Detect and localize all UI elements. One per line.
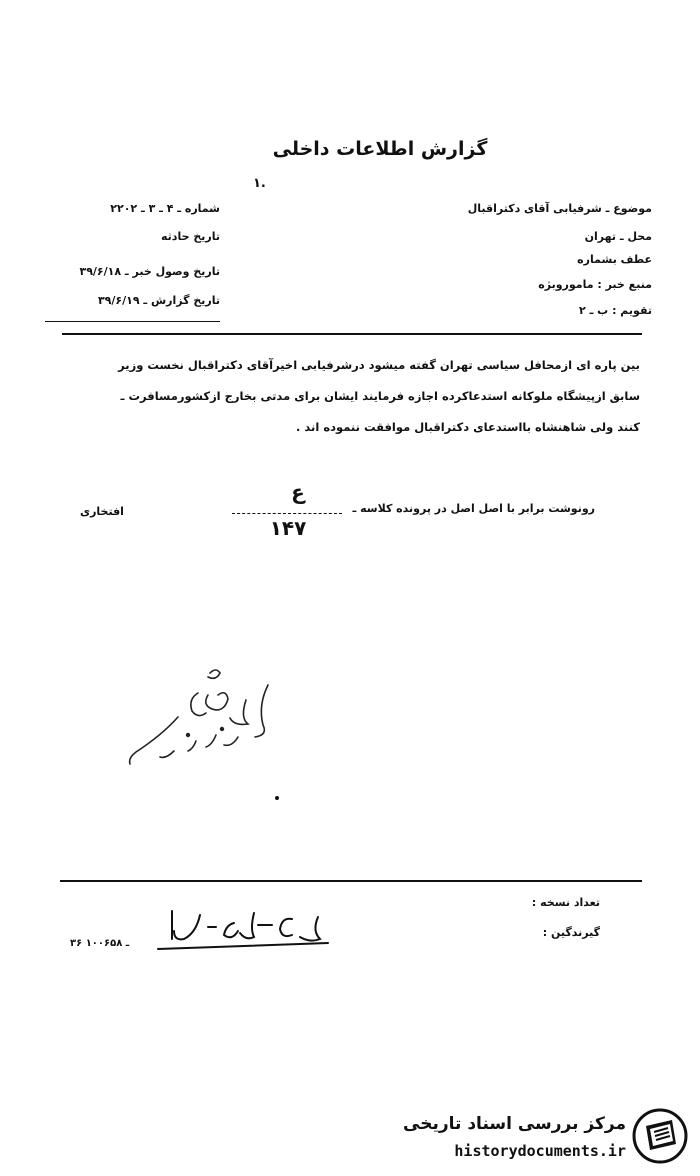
copy-note-dash <box>232 513 342 514</box>
handwritten-recipient <box>150 905 330 955</box>
report-date-field: تاریخ گزارش ـ ۳۹/۶/۱۹ <box>97 294 220 307</box>
recipients-label: گیرندگین : <box>542 926 600 939</box>
received-date-field: تاریخ وصول خبر ـ ۳۹/۶/۱۸ <box>79 265 220 278</box>
ink-dot <box>275 796 279 800</box>
left-code: ۳۶ ـ ۱۰۰۶۵۸ <box>70 938 130 949</box>
file-class-bottom: ۱۴۷ <box>269 516 307 540</box>
body-line-2: سابق ازپیشگاه ملوکانه استدعاکرده اجازه فرمایند ایشان برای مدتی بخارج ازکشورمسافرت ـ <box>120 389 640 403</box>
footer-divider <box>60 880 642 882</box>
top-mark: ۱. <box>253 176 266 191</box>
archive-label: افتخاری <box>80 505 124 518</box>
header-divider <box>62 333 642 335</box>
copies-count-label: تعداد نسخه : <box>531 896 600 909</box>
location-field: محل ـ تهران <box>584 230 652 243</box>
incident-date-field: تاریخ حادثه <box>161 230 220 243</box>
reference-field: عطف بشماره <box>577 253 652 266</box>
handwritten-annotation <box>118 665 288 780</box>
archive-logo-icon <box>632 1108 688 1164</box>
subject-field: موضوع ـ شرفیابی آقای دکتراقبال <box>467 202 652 215</box>
body-line-1: بین پاره ای ازمحافل سیاسی تهران گفته میشود درشرفیابی اخیرآقای دکتراقبال نخست وزیر <box>118 358 640 372</box>
website-link[interactable]: historydocuments.ir <box>454 1142 626 1160</box>
org-name: مرکز بررسی اسناد تاریخی <box>403 1114 626 1134</box>
report-title: گزارش اطلاعات داخلی <box>272 138 488 160</box>
evaluation-field: تقویم : ب ـ ۲ <box>579 304 652 317</box>
file-class-top: ع <box>291 480 305 504</box>
left-fields-underline <box>45 321 220 322</box>
copy-note: رونوشت برابر با اصل اصل در پرونده کلاسه ـ <box>352 502 595 515</box>
number-field: شماره ـ ۴ ـ ۳ ـ ۲۲۰۲ <box>110 202 220 215</box>
body-line-3: کنند ولی شاهنشاه بااستدعای دکتراقبال موافقت ننموده اند . <box>296 420 640 434</box>
footer-branding <box>8 1108 688 1168</box>
source-field: منبع خبر : ماموروبژه <box>538 278 652 291</box>
